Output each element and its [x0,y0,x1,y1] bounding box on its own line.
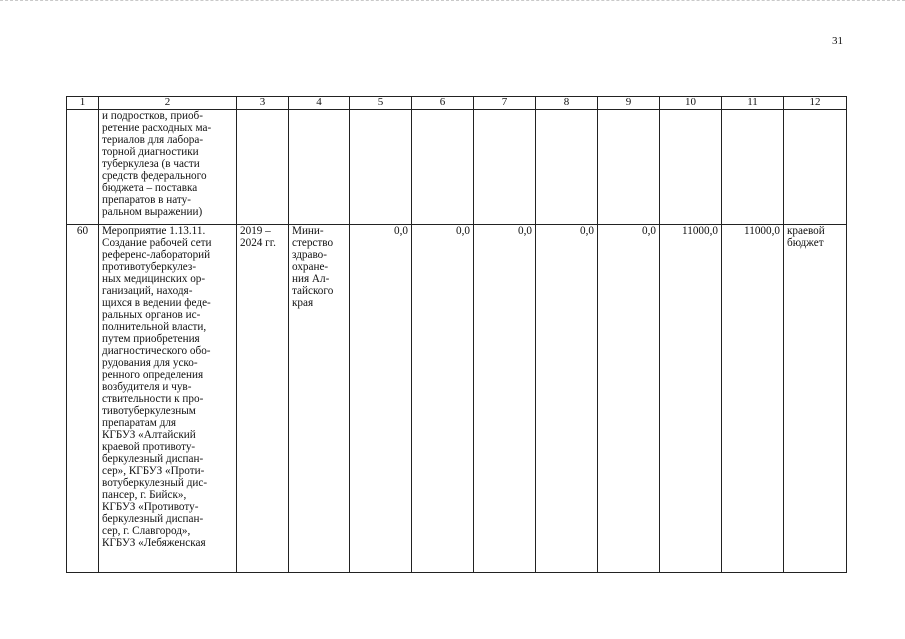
value-cell: 11000,0 [722,225,784,573]
description-cell: Мероприятие 1.13.11. Создание рабочей сети референс-лабораторий противотуберкулез- ных медицинских ор- ганизаций, находя- щихся в ведении феде- ральных органов ис- полнительной власти, путем приобретения диагностического обо- рудования для уско- ренного определения возбудителя и чув- ствительности к про- тивотуберкулезным препаратам для КГБУЗ «Алтайский краевой противоту- беркулезный диспан- сер», КГБУЗ «Проти- вотуберкулезный дис- пансер, г. Бийск», КГБУЗ «Противоту- беркулезный диспан- сер, г. Славгород», КГБУЗ «Лебяженская [99,225,237,573]
header-cell: 12 [784,97,847,110]
value-cell [474,110,536,225]
table-header-row [67,97,847,110]
table-row-continuation [67,110,847,225]
value-cell [412,110,474,225]
executor-cell: Мини- стерство здраво- охране- ния Ал- тайского края [289,225,350,573]
value-cell [598,110,660,225]
value-cell: 0,0 [598,225,660,573]
header-cell: 2 [99,97,237,110]
table-row-60 [67,225,847,573]
value-cell: 0,0 [536,225,598,573]
executor-cell [289,110,350,225]
value-cell: 11000,0 [660,225,722,573]
value-cell [660,110,722,225]
description-cell: и подростков, приоб- ретение расходных ма- териалов для лабора- торной диагностики туберкулеза (в части средств федерального бюджета – поставка препаратов в нату- ральном выражении) [99,110,237,225]
period-cell: 2019 – 2024 гг. [237,225,289,573]
header-cell: 8 [536,97,598,110]
row-number-cell: 60 [67,225,99,573]
value-cell [350,110,412,225]
value-cell: 0,0 [350,225,412,573]
source-cell: краевой бюджет [784,225,847,573]
header-cell: 9 [598,97,660,110]
header-cell: 10 [660,97,722,110]
value-cell [722,110,784,225]
header-cell: 1 [67,97,99,110]
scan-edge-line [0,0,905,5]
header-cell: 11 [722,97,784,110]
row-number-cell [67,110,99,225]
value-cell [536,110,598,225]
period-cell [237,110,289,225]
source-cell [784,110,847,225]
page-number: 31 [832,35,843,47]
header-cell: 6 [412,97,474,110]
program-table [66,96,847,573]
header-cell: 7 [474,97,536,110]
value-cell: 0,0 [412,225,474,573]
header-cell: 3 [237,97,289,110]
header-cell: 4 [289,97,350,110]
header-cell: 5 [350,97,412,110]
value-cell: 0,0 [474,225,536,573]
